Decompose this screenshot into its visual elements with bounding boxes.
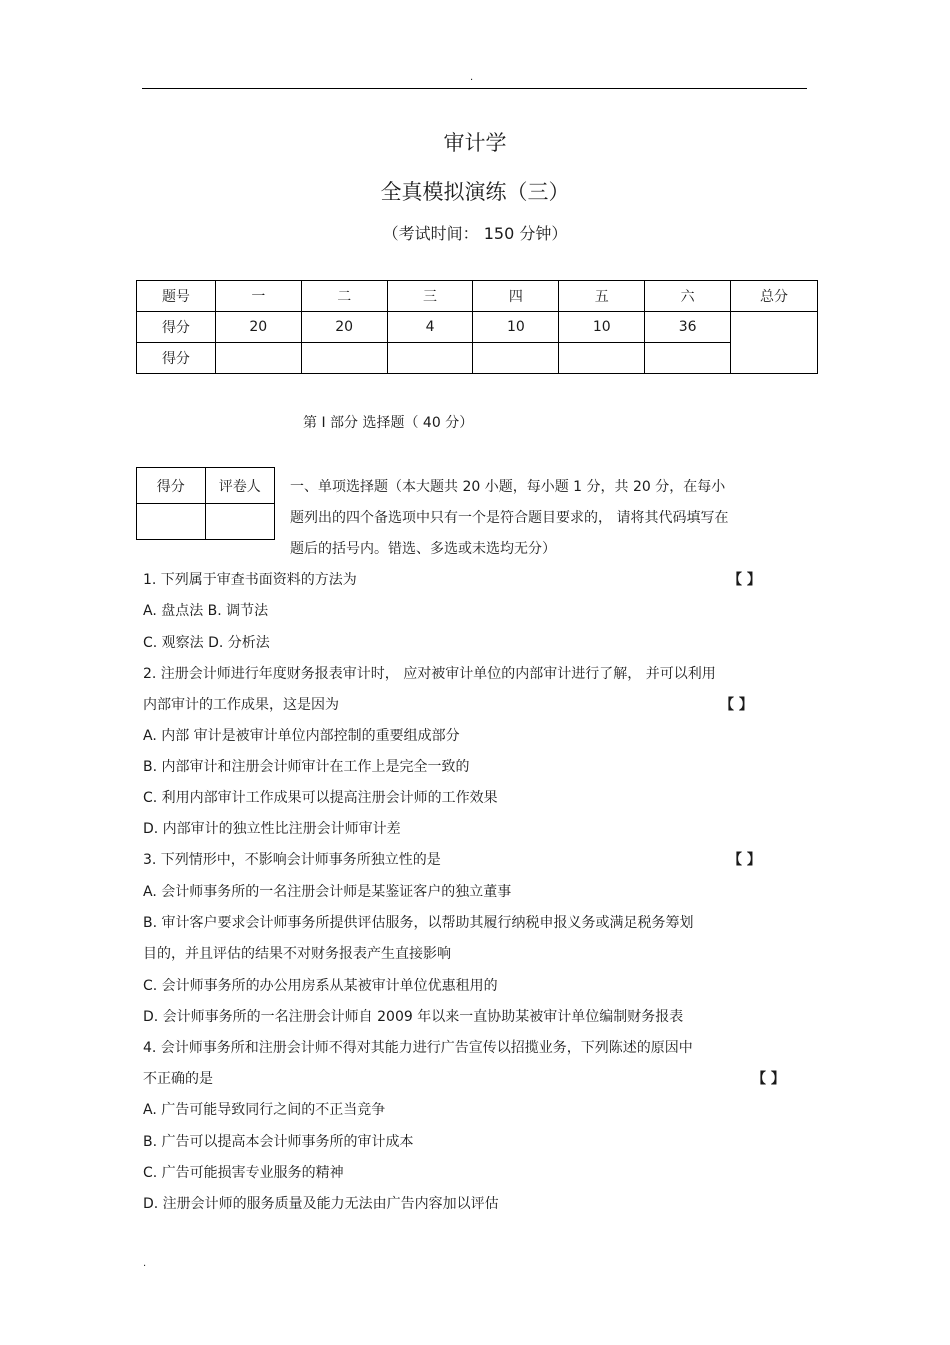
question-2-continued: 内部审计的工作成果，这是因为 bbox=[143, 697, 339, 713]
score-empty-cell bbox=[215, 343, 301, 374]
answer-bracket: 【 】 bbox=[728, 852, 761, 868]
score-header-cell: 六 bbox=[645, 281, 731, 312]
option-row: C. 会计师事务所的办公用房系从某被审计单位优惠租用的 bbox=[143, 978, 498, 994]
option-row: A. 会计师事务所的一名注册会计师是某鉴证客户的独立董事 bbox=[143, 884, 512, 900]
score-header-cell: 题号 bbox=[137, 281, 216, 312]
grader-name-label: 评卷人 bbox=[205, 468, 275, 504]
score-header-cell: 四 bbox=[473, 281, 559, 312]
header-rule bbox=[142, 88, 807, 89]
option-row: C. 观察法 D. 分析法 bbox=[143, 635, 270, 651]
score-cell: 得分 bbox=[137, 343, 216, 374]
answer-bracket: 【 】 bbox=[728, 572, 761, 588]
instructions-line: 题后的括号内。错选、多选或未选均无分） bbox=[290, 541, 556, 557]
answer-bracket: 【 】 bbox=[752, 1071, 785, 1087]
question-2: 2. 注册会计师进行年度财务报表审计时， 应对被审计单位的内部审计进行了解， 并可以利用 bbox=[143, 666, 716, 682]
grader-name-empty bbox=[205, 504, 275, 540]
doc-subtitle: 全真模拟演练（三） bbox=[380, 180, 570, 204]
score-empty-cell bbox=[559, 343, 645, 374]
option-row: B. 内部审计和注册会计师审计在工作上是完全一致的 bbox=[143, 759, 470, 775]
score-table-row bbox=[137, 343, 818, 374]
option-row: D. 会计师事务所的一名注册会计师自 2009 年以来一直协助某被审计单位编制财务报表 bbox=[143, 1009, 684, 1025]
grader-score-label: 得分 bbox=[137, 468, 206, 504]
instructions-line: 一、单项选择题（本大题共 20 小题，每小题 1 分，共 20 分，在每小 bbox=[290, 479, 726, 495]
option-row: C. 利用内部审计工作成果可以提高注册会计师的工作效果 bbox=[143, 790, 498, 806]
option-row: A. 广告可能导致同行之间的不正当竞争 bbox=[143, 1102, 386, 1118]
question-3: 3. 下列情形中，不影响会计师事务所独立性的是 bbox=[143, 852, 441, 868]
option-row: D. 内部审计的独立性比注册会计师审计差 bbox=[143, 821, 401, 837]
score-cell: 4 bbox=[387, 312, 473, 343]
score-table-row bbox=[137, 312, 818, 343]
option-row: A. 内部 审计是被审计单位内部控制的重要组成部分 bbox=[143, 728, 460, 744]
answer-bracket: 【 】 bbox=[720, 697, 753, 713]
doc-title: 审计学 bbox=[443, 131, 507, 155]
score-cell: 20 bbox=[301, 312, 387, 343]
option-row: D. 注册会计师的服务质量及能力无法由广告内容加以评估 bbox=[143, 1196, 499, 1212]
score-empty-cell bbox=[301, 343, 387, 374]
option-row-continued: 目的，并且评估的结果不对财务报表产生直接影响 bbox=[143, 946, 451, 962]
score-header-cell: 一 bbox=[215, 281, 301, 312]
option-row: C. 广告可能损害专业服务的精神 bbox=[143, 1165, 344, 1181]
header-dot: . bbox=[470, 72, 474, 83]
score-empty-cell bbox=[473, 343, 559, 374]
total-score-cell bbox=[731, 312, 818, 374]
score-header-cell: 总分 bbox=[731, 281, 818, 312]
option-row: B. 广告可以提高本会计师事务所的审计成本 bbox=[143, 1134, 414, 1150]
score-table bbox=[136, 280, 818, 374]
instructions-line: 题列出的四个备选项中只有一个是符合题目要求的， 请将其代码填写在 bbox=[290, 510, 729, 526]
grader-score-empty bbox=[137, 504, 206, 540]
score-table-header-row bbox=[137, 281, 818, 312]
score-cell: 10 bbox=[473, 312, 559, 343]
score-cell: 得分 bbox=[137, 312, 216, 343]
grader-table bbox=[136, 467, 275, 540]
score-empty-cell bbox=[645, 343, 731, 374]
question-4: 4. 会计师事务所和注册会计师不得对其能力进行广告宣传以招揽业务，下列陈述的原因中 bbox=[143, 1040, 693, 1056]
score-cell: 10 bbox=[559, 312, 645, 343]
score-header-cell: 二 bbox=[301, 281, 387, 312]
question-4-continued: 不正确的是 bbox=[143, 1071, 213, 1087]
section-title: 第 I 部分 选择题（ 40 分） bbox=[303, 415, 474, 431]
score-cell: 20 bbox=[215, 312, 301, 343]
score-header-cell: 三 bbox=[387, 281, 473, 312]
option-row: A. 盘点法 B. 调节法 bbox=[143, 603, 269, 619]
option-row: B. 审计客户要求会计师事务所提供评估服务，以帮助其履行纳税申报义务或满足税务筹划 bbox=[143, 915, 694, 931]
score-cell: 36 bbox=[645, 312, 731, 343]
score-empty-cell bbox=[387, 343, 473, 374]
question-1: 1. 下列属于审查书面资料的方法为 bbox=[143, 572, 357, 588]
score-header-cell: 五 bbox=[559, 281, 645, 312]
exam-time: （考试时间： 150 分钟） bbox=[382, 224, 568, 243]
footer-dot: . bbox=[143, 1258, 147, 1269]
